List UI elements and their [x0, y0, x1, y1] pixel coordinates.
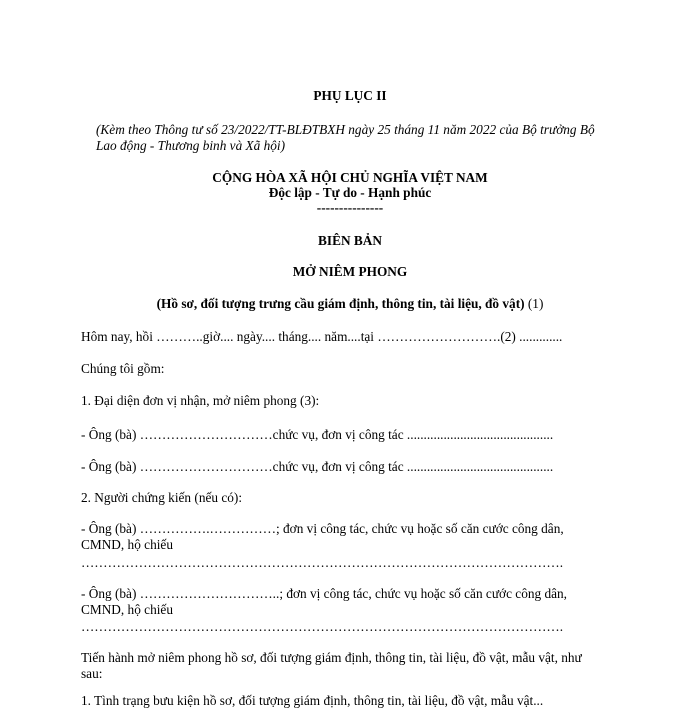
witness-2-line-2: CMND, hộ chiếu	[81, 602, 173, 617]
object-description	[0, 296, 700, 312]
section-1-heading: 1. Đại diện đơn vị nhận, mở niêm phong (3):	[81, 393, 320, 408]
legal-note-line-1: (Kèm theo Thông tư số 23/2022/TT-BLĐTBXH ngày 25 tháng 11 năm 2022 của Bộ trưởng Bộ	[96, 122, 595, 137]
legal-note-line-2: Lao động - Thương binh và Xã hội)	[96, 138, 286, 153]
witness-1-line-3: ……………………………………………………………………………………………….	[81, 555, 564, 570]
witness-1-line-2: CMND, hộ chiếu	[81, 537, 173, 552]
item-1-partial: 1. Tình trạng bưu kiện hồ sơ, đối tượng giám định, thông tin, tài liệu, đồ vật, mẫu vật...	[81, 693, 544, 708]
representative-line-1: - Ông (bà) …………………………chức vụ, đơn vị công tác ............................................	[81, 427, 554, 442]
proceed-line-2: sau:	[81, 666, 103, 681]
witness-2-line-1: - Ông (bà) …………………………..; đơn vị công tác, chức vụ hoặc số căn cước công dân,	[81, 586, 567, 601]
representative-line-2: - Ông (bà) …………………………chức vụ, đơn vị công tác ............................................	[81, 459, 554, 474]
section-2-heading: 2. Người chứng kiến (nếu có):	[81, 490, 243, 505]
date-place-line: Hôm nay, hồi ………..giờ.... ngày.... tháng.... năm....tại ……………………….(2) .............	[81, 329, 563, 344]
appendix-heading: PHỤ LỤC II	[313, 88, 387, 103]
witness-1-line-1: - Ông (bà) …………….……………; đơn vị công tác, chức vụ hoặc số căn cước công dân,	[81, 521, 564, 536]
proceed-line-1: Tiến hành mở niêm phong hồ sơ, đối tượng giám định, thông tin, tài liệu, đồ vật, mẫu vật, như	[81, 650, 582, 665]
document-subtitle: MỞ NIÊM PHONG	[292, 264, 408, 279]
we-are-label: Chúng tôi gồm:	[81, 361, 165, 376]
object-description-ref: (1)	[524, 296, 544, 311]
witness-2-line-3: ……………………………………………………………………………………………….	[81, 619, 564, 634]
nation-title: CỘNG HÒA XÃ HỘI CHỦ NGHĨA VIỆT NAM	[212, 170, 488, 185]
header-divider: ---------------	[316, 200, 384, 215]
national-motto: Độc lập - Tự do - Hạnh phúc	[268, 185, 432, 200]
object-description-text: (Hồ sơ, đối tượng trưng cầu giám định, thông tin, tài liệu, đồ vật)	[156, 296, 525, 311]
document-title: BIÊN BẢN	[318, 233, 382, 248]
